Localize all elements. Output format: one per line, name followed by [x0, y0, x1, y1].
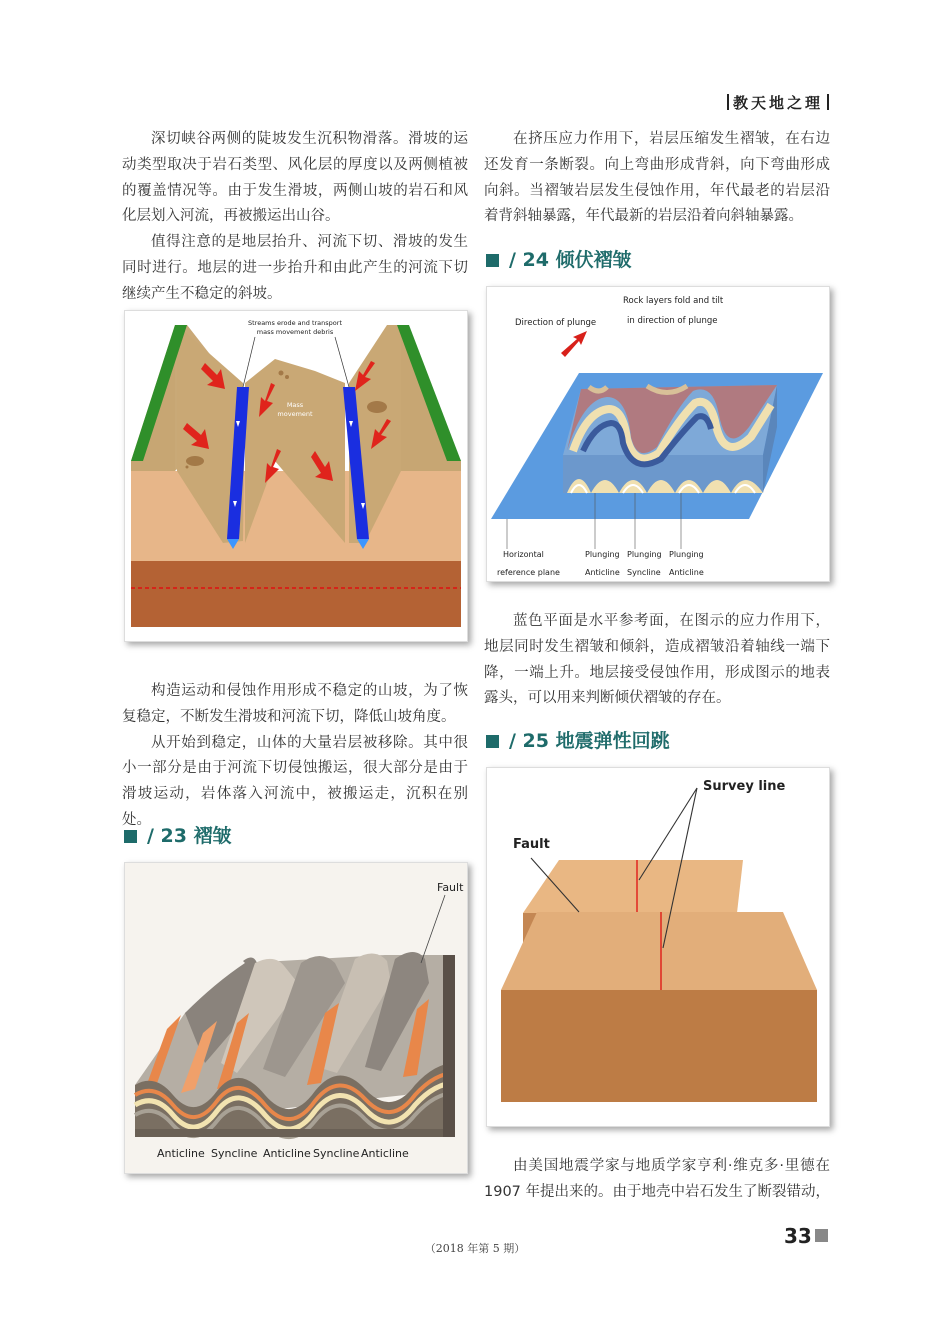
label-syncline: Syncline [211, 1147, 258, 1160]
label-rock-line2: in direction of plunge [627, 316, 718, 326]
label-mass-line1: Mass [286, 401, 304, 409]
label-anticline: Anticline [157, 1147, 205, 1160]
section-square-icon [486, 254, 499, 267]
paragraph: 深切峡谷两侧的陡坡发生沉积物滑落。滑坡的运动类型取决于岩石类型、风化层的厚度以及两侧植被的覆盖情况等。由于发生滑坡，两侧山坡的岩石和风化层划入河流，再被搬运出山谷。 [122, 131, 468, 225]
page-number-square-icon [815, 1229, 828, 1242]
section-title-24: / 24 倾伏褶皱 [486, 245, 632, 272]
label-anticline: Anticline [669, 568, 704, 577]
label-horizontal-line2: reference plane [497, 568, 560, 577]
label-anticline: Anticline [585, 568, 620, 577]
label-fault: Fault [437, 881, 464, 894]
paragraph: 值得注意的是地层抬升、河流下切、滑坡的发生同时进行。地层的进一步抬升和由此产生的河流下切继续产生不稳定的斜坡。 [122, 234, 468, 302]
label-anticline: Anticline [263, 1147, 311, 1160]
label-plunging: Plunging [669, 550, 704, 559]
section-title-25: / 25 地震弹性回跳 [486, 726, 670, 753]
section-tag: 教天地之理 [733, 94, 824, 112]
right-column-middle [484, 609, 830, 712]
label-rock-line1: Rock layers fold and tilt [623, 296, 724, 306]
right-column-top [484, 127, 830, 230]
page-number: 33 [784, 1224, 828, 1248]
label-anticline: Anticline [361, 1147, 409, 1160]
right-column-bottom [484, 1154, 830, 1206]
issue-label: （2018 年第 5 期） [424, 1242, 526, 1255]
figure-folds [124, 862, 468, 1174]
label-streams-line2: mass movement debris [256, 328, 334, 336]
left-column-top [122, 127, 468, 308]
figure-plunging-fold [486, 286, 830, 582]
left-column-bottom [122, 679, 468, 834]
section-square-icon [486, 735, 499, 748]
paragraph: 在挤压应力作用下，岩层压缩发生褶皱，在右边还发育一条断裂。向上弯曲形成背斜，向下弯曲形成向斜。当褶皱岩层发生侵蚀作用，年代最老的岩层沿着背斜轴暴露，年代最新的岩层沿着向斜轴暴露。 [484, 131, 830, 225]
figure-elastic-rebound [486, 767, 830, 1127]
paragraph: 构造运动和侵蚀作用形成不稳定的山坡，为了恢复稳定，不断发生滑坡和河流下切，降低山坡角度。 [122, 683, 468, 725]
paragraph: 由美国地震学家与地质学家亨利·维克多·里德在1907 年提出来的。由于地壳中岩石发生了断裂错动， [484, 1158, 831, 1200]
section-title-23: / 23 褶皱 [124, 821, 232, 848]
label-mass-line2: movement [277, 410, 313, 418]
label-syncline: Syncline [627, 568, 661, 577]
paragraph: 蓝色平面是水平参考面，在图示的应力作用下，地层同时发生褶皱和倾斜，造成褶皱沿着轴线一端下降，一端上升。地层接受侵蚀作用，形成图示的地表露头，可以用来判断倾伏褶皱的存在。 [484, 613, 830, 707]
label-plunging: Plunging [627, 550, 662, 559]
section-square-icon [124, 830, 137, 843]
label-plunging: Plunging [585, 550, 620, 559]
label-direction-plunge: Direction of plunge [515, 318, 597, 328]
label-fault: Fault [513, 837, 550, 852]
label-horizontal-line1: Horizontal [503, 550, 544, 559]
label-streams-line1: Streams erode and transport [248, 319, 342, 327]
label-syncline: Syncline [313, 1147, 360, 1160]
paragraph: 从开始到稳定，山体的大量岩层被移除。其中很小一部分是由于河流下切侵蚀搬运，很大部分是由于滑坡运动，岩体落入河流中，被搬运走，沉积在别处。 [122, 734, 468, 828]
figure-valley-mass-movement [124, 310, 468, 642]
label-survey-line: Survey line [703, 779, 786, 794]
